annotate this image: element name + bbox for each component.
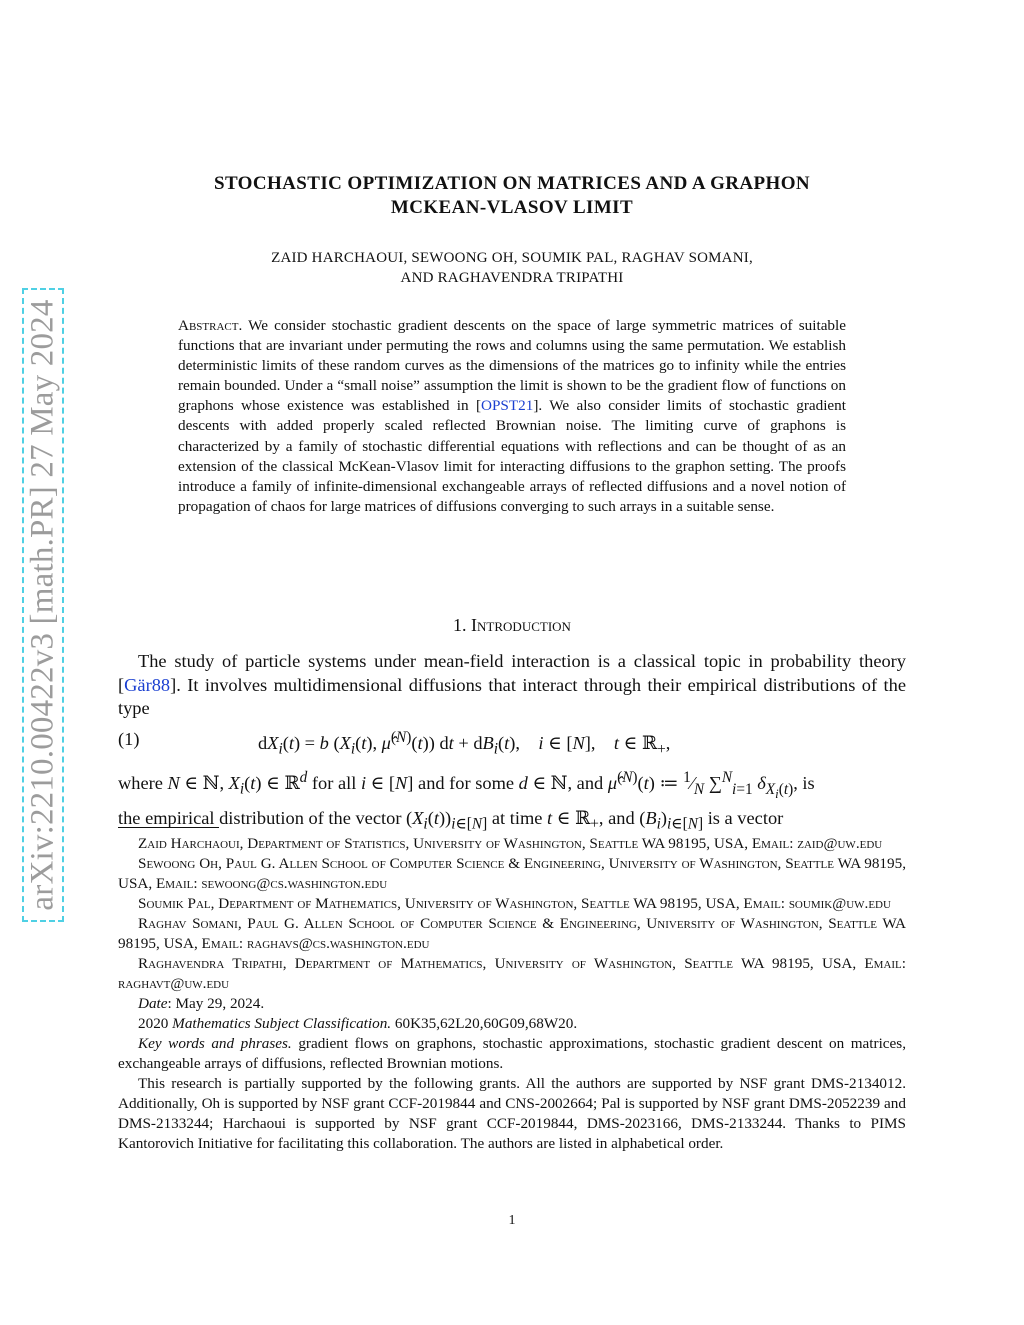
where-text: for all [311,773,357,794]
title-line-1: STOCHASTIC OPTIMIZATION ON MATRICES AND A GRAPHON [213,173,811,194]
citation-gar88-link[interactable]: Gär88 [124,674,171,695]
equation-body: $dX_i(t) = b$ ($X_i(t)$, μ̂$^{(N)}$(t)) dt + $dB_i(t)$, i ∈ [N], t ∈ ℝ$_+$, [258,729,671,758]
funding-note: This research is partially supported by the following grants. All the authors are supported by NSF grant DMS-2134012. Additionally, Oh is supported by NSF grant CCF-2019844 and CNS-2002664; Pal is supported by NSF grant DMS-2052239 and DMS-2133244; Harchaoui is supported by NSF grant CCF-2019844, DMS-2023166, DMS-2133244. Thanks to PIMS Kantorovich Initiative for facilitating this collaboration. The authors are listed in alphabetical order. [118,1075,906,1152]
paper-title [120,172,904,220]
msc-label: Mathematics Subject Classification. [172,1015,392,1032]
msc-line [118,1014,906,1034]
date-label: Date [138,995,168,1012]
arxiv-stamp [22,288,64,922]
arxiv-identifier: arXiv:2210.00422v3 [math.PR] 27 May 2024 [24,299,61,911]
page-number: 1 [508,1213,516,1228]
equation-1 [118,729,906,758]
affiliation-somani: Raghav Somani, Paul G. Allen School of Computer Science & Engineering, University of Washington, Seattle WA 98195, USA, Email: raghavs@cs.washington.edu [118,915,906,952]
abstract-text-1: We consider stochastic gradient descents on the space of large symmetric matrices of suitable functions that are invariant under permuting the rows and columns using the same permutation. We establish deterministic limits of these random curves as the dimensions of the matrices go to infinity while the entries remain bounded. Under a “small noise” assumption the limit is shown to be the gradient flow of functions on graphons whose existence was established in [ [178,317,846,415]
where-text: , is [793,773,815,794]
where-text: at time [491,807,543,828]
authors-line-2: AND RAGHAVENDRA TRIPATHI [400,269,624,286]
msc-year: 2020 [138,1015,169,1032]
affiliation-harchaoui: Zaid Harchaoui, Department of Statistics, University of Washington, Seattle WA 98195, USA, Email: zaid@uw.edu [138,835,883,852]
where-text: where [118,773,163,794]
title-line-2: MCKEAN-VLASOV LIMIT [390,197,634,218]
where-text: the empirical distribution of the vector [118,807,402,828]
author-list [120,249,904,288]
abstract-text-2: ]. We also consider limits of stochastic gradient descents with added properly scaled reflected Brownian noise. The limiting curve of graphons is characterized by a family of stochastic differential equations with reflections and can be thought of as an extension of the classical McKean-Vlasov limit for interacting diffusions to the graphon setting. The proofs introduce a family of infinite-dimensional exchangeable arrays of reflected diffusions and a novel notion of propagation of chaos for large matrices of diffusions converging to such arrays in a suitable sense. [178,397,846,515]
where-text: and for some [418,773,515,794]
section-title: Introduction [471,615,571,635]
citation-opst21-link[interactable]: OPST21 [481,397,534,415]
where-text: is a vector [707,807,784,828]
abstract [178,316,846,517]
intro-text-1: The study of particle systems under mean-field interaction is a classical topic in probability theory [ [118,651,906,695]
where-paragraph: where N ∈ ℕ, $X_i(t)$ ∈ ℝ$^d$ for all i ∈ [N] and for some d ∈ ℕ, and μ̂$^{(N)}$(t) ≔ $^1⁄_N$ ∑$^N_{i=1}$ $\delta_{X_i(t)}$, is the empirical distribution of the vector $(X_i(t))_{i\in[N]}$ at time t ∈ ℝ$_+$, and $(B_i)_{i\in[N]}$ is a vector [118,769,815,833]
msc-value: 60K35,62L20,60G09,68W20. [394,1015,578,1032]
date-value: : May 29, 2024. [167,995,265,1012]
keywords-label: Key words and phrases. [138,1035,292,1052]
keywords-value: gradient flows on graphons, stochastic approximations, stochastic gradient descent on matrices, exchangeable arrays of diffusions, reflected Brownian motions. [118,1035,906,1072]
affiliation-tripathi: Raghavendra Tripathi, Department of Mathematics, University of Washington, Seattle WA 98195, USA, Email: raghavt@uw.edu [118,955,906,992]
equation-number: (1) [118,729,140,749]
affiliation-oh: Sewoong Oh, Paul G. Allen School of Computer Science & Engineering, University of Washington, Seattle WA 98195, USA, Email: sewoong@cs.washington.edu [118,855,906,892]
footnote-rule [118,827,219,828]
section-heading [120,615,904,636]
authors-line-1: ZAID HARCHAOUI, SEWOONG OH, SOUMIK PAL, RAGHAV SOMANI, [271,250,753,266]
footnotes [118,834,906,1154]
keywords-line [118,1034,906,1074]
affiliation-pal: Soumik Pal, Department of Mathematics, University of Washington, Seattle WA 98195, USA, Email: soumik@uw.edu [138,895,891,912]
intro-paragraph [118,650,906,721]
where-text: , and [598,807,635,828]
date-line [118,994,906,1014]
intro-text-2: ]. It involves multidimensional diffusions that interact through their empirical distributions of the type [118,674,906,718]
section-number: 1. [453,615,467,635]
where-text: , and [567,773,604,794]
abstract-label: Abstract. [178,317,243,334]
